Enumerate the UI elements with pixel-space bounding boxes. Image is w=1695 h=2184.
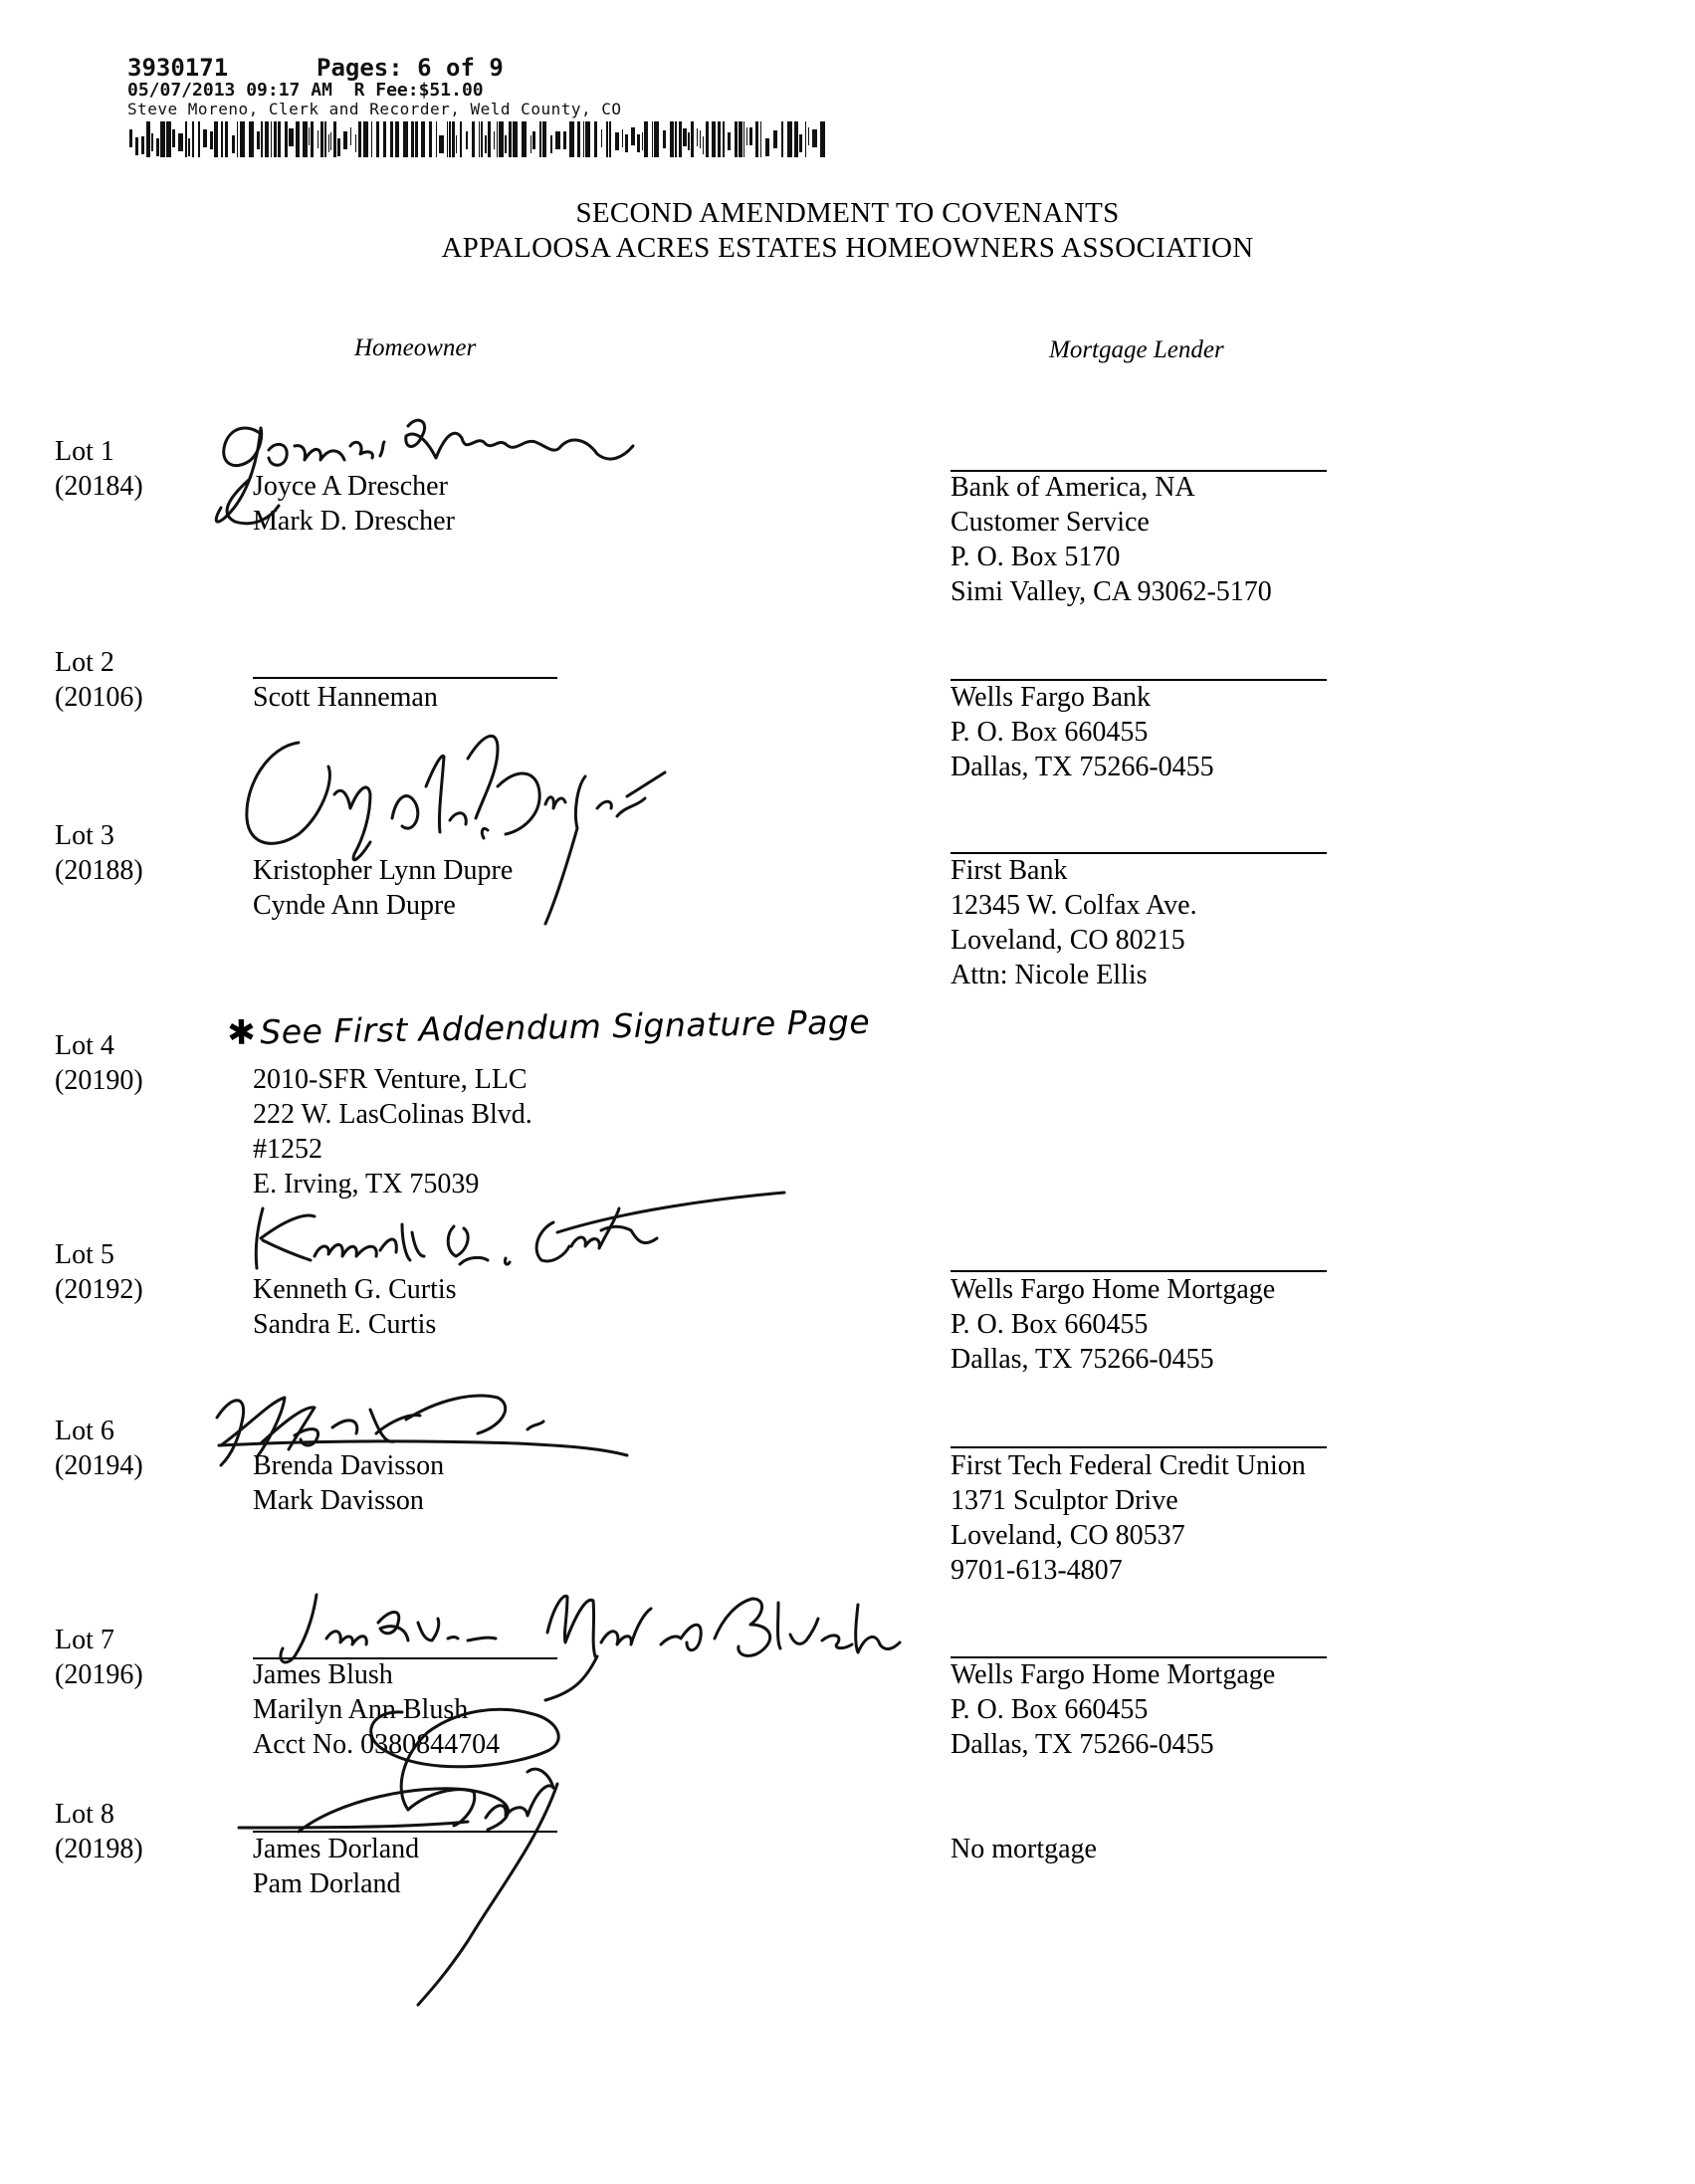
lender-address: Bank of America, NA Customer Service P. O. Box 5170 Simi Valley, CA 93062-5170	[951, 472, 1272, 607]
association-name: APPALOOSA ACRES ESTATES HOMEOWNERS ASSOCIATION	[441, 232, 1254, 264]
homeowner-names: James Blush Marilyn Ann Blush Acct No. 0380844704	[253, 1659, 501, 1760]
lot-label: Lot 3 (20188)	[55, 820, 143, 886]
page-count: Pages: 6 of 9	[317, 54, 504, 82]
lender-address: Wells Fargo Home Mortgage P. O. Box 660455 Dallas, TX 75266-0455	[951, 1274, 1276, 1375]
handwritten-note: ✱ See First Addendum Signature Page	[227, 1001, 871, 1053]
lot-label: Lot 8 (20198)	[55, 1799, 143, 1864]
clerk-recorder: Steve Moreno, Clerk and Recorder, Weld County, CO	[127, 100, 622, 118]
document-title: SECOND AMENDMENT TO COVENANTS	[575, 197, 1120, 229]
barcode-icon	[129, 121, 832, 157]
homeowner-names: Kenneth G. Curtis Sandra E. Curtis	[253, 1274, 457, 1340]
lender-address: First Tech Federal Credit Union 1371 Sculptor Drive Loveland, CO 80537 9701-613-4807	[951, 1450, 1306, 1586]
homeowner-names: Joyce A Drescher Mark D. Drescher	[253, 471, 455, 537]
lot-label: Lot 4 (20190)	[55, 1030, 143, 1096]
lot-label: Lot 1 (20184)	[55, 436, 143, 502]
lender-address: No mortgage	[951, 1834, 1097, 1864]
reception-number: 3930171	[127, 54, 229, 82]
recording-date-fee: 05/07/2013 09:17 AM R Fee:$51.00	[127, 80, 484, 101]
homeowner-signature-line	[253, 677, 557, 679]
lender-address: First Bank 12345 W. Colfax Ave. Loveland, CO 80215 Attn: Nicole Ellis	[951, 855, 1197, 990]
homeowner-names: Scott Hanneman	[253, 682, 438, 713]
lot-label: Lot 5 (20192)	[55, 1239, 143, 1305]
homeowner-names: Kristopher Lynn Dupre Cynde Ann Dupre	[253, 855, 514, 921]
homeowner-names: 2010-SFR Venture, LLC 222 W. LasColinas Blvd. #1252 E. Irving, TX 75039	[253, 1064, 532, 1200]
homeowner-names: James Dorland Pam Dorland	[253, 1834, 420, 1899]
lender-address: Wells Fargo Home Mortgage P. O. Box 660455 Dallas, TX 75266-0455	[951, 1659, 1276, 1760]
homeowner-column-header: Homeowner	[354, 334, 477, 361]
lot-label: Lot 7 (20196)	[55, 1625, 143, 1690]
lender-address: Wells Fargo Bank P. O. Box 660455 Dallas, TX 75266-0455	[951, 682, 1214, 782]
lot-label: Lot 2 (20106)	[55, 647, 143, 713]
signature-lot-5	[256, 1193, 784, 1268]
homeowner-names: Brenda Davisson Mark Davisson	[253, 1450, 445, 1516]
asterisk-icon: ✱	[227, 1012, 257, 1053]
lot-label: Lot 6 (20194)	[55, 1416, 143, 1481]
lender-column-header: Mortgage Lender	[1049, 336, 1224, 363]
